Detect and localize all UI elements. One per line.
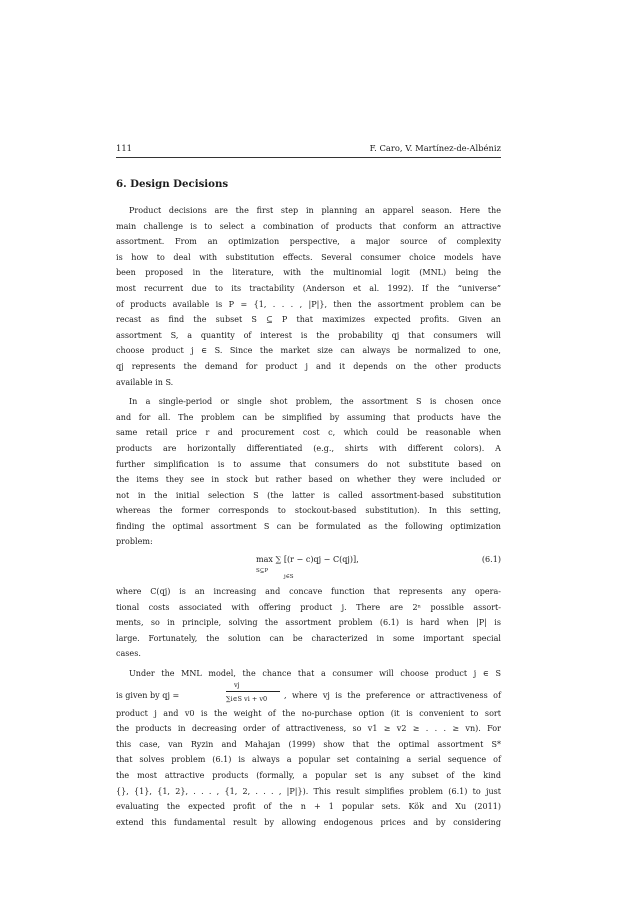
text-line: In a single-period or single shot problem, the assortment S is chosen once — [129, 397, 501, 407]
text-line: main challenge is to select a combination of products that conform an attractive — [116, 221, 501, 231]
page-number: 111 — [116, 143, 132, 153]
equation-body: ∑ [(r − c)qj − C(qj)], — [275, 555, 359, 565]
text-line: further simplification is to assume that consumers do not substitute based on — [116, 459, 501, 469]
text-line: available in S. — [116, 377, 174, 387]
text-line: where C(qj) is an increasing and concave function that represents any opera- — [116, 587, 501, 597]
fraction-right-text: , where vj is the preference or attractiveness of — [284, 690, 501, 700]
inline-fraction-line — [116, 682, 501, 706]
text-line: assortment S, a quantity of interest is the probability qj that consumers will — [116, 330, 501, 340]
paragraph-1 — [116, 203, 501, 390]
text-line: not in the initial selection S (the latter is called assortment-based substitution — [116, 490, 501, 500]
equation-sum-subscript: j∈S — [284, 574, 294, 581]
fraction-numerator: vj — [234, 680, 240, 689]
text-line: same retail price r and procurement cost c, which could be reasonable when — [116, 428, 501, 438]
text-line: recast as find the subset S ⊆ P that maximizes expected profits. Given an — [116, 315, 501, 325]
text-line: Under the MNL model, the chance that a consumer will choose product j ∈ S — [129, 669, 501, 679]
equation-6-1 — [116, 550, 501, 584]
text-line: this case, van Ryzin and Mahajan (1999) show that the optimal assortment S* — [116, 739, 501, 749]
text-line: tional costs associated with offering product j. There are 2ⁿ possible assort- — [116, 602, 501, 612]
paragraph-2 — [116, 394, 501, 550]
text-line: large. Fortunately, the solution can be characterized in some important special — [116, 633, 501, 643]
text-line: problem: — [116, 537, 153, 547]
text-line: products are horizontally differentiated (e.g., shirts with different colors). A — [116, 443, 501, 453]
text-line: the products in decreasing order of attractiveness, so v1 ≥ v2 ≥ . . . ≥ vn). For — [116, 724, 501, 734]
text-line: choose product j ∈ S. Since the market size can always be normalized to one, — [116, 346, 501, 356]
text-line: extend this fundamental result by allowing endogenous prices and by considering — [116, 817, 501, 827]
text-line: Product decisions are the first step in planning an apparel season. Here the — [129, 206, 501, 215]
text-line: and for all. The problem can be simplified by assuming that products have the — [116, 412, 501, 422]
fraction-denominator: ∑i∈S vi + v0 — [226, 694, 268, 703]
section-title: 6. Design Decisions — [116, 178, 229, 190]
text-line: product j and v0 is the weight of the no-purchase option (it is convenient to sort — [116, 708, 501, 718]
text-line: been proposed in the literature, with the multinomial logit (MNL) being the — [116, 268, 501, 278]
text-line: ments, so in principle, solving the assortment problem (6.1) is hard when |P| is — [116, 618, 501, 628]
page — [116, 0, 501, 903]
body-text — [116, 203, 501, 830]
text-line: qj represents the demand for product j and it depends on the other products — [116, 361, 501, 371]
equation-max: max — [256, 555, 273, 565]
paragraph-3 — [116, 584, 501, 662]
text-line: that solves problem (6.1) is always a popular set containing a serial sequence of — [116, 755, 501, 765]
equation-number: (6.1) — [481, 555, 501, 565]
text-line: cases. — [116, 649, 141, 659]
running-authors: F. Caro, V. Martínez-de-Albéniz — [369, 143, 501, 153]
text-line: of products available is P = {1, . . . , |P|}, then the assortment problem can be — [116, 299, 501, 309]
text-line: is how to deal with substitution effects. Several consumer choice models have — [116, 252, 501, 262]
equation-max-subscript: S⊆P — [256, 568, 269, 575]
text-line: the most attractive products (formally, a popular set is any subset of the kind — [116, 771, 501, 780]
text-line: whereas the former corresponds to stockout-based substitution). In this setting, — [116, 506, 501, 516]
fraction-left-text: is given by qj = — [116, 690, 180, 700]
text-line: the items they see in stock but rather based on whether they were included or — [116, 475, 501, 485]
paragraph-4 — [116, 666, 501, 830]
text-line: finding the optimal assortment S can be formulated as the following optimization — [116, 521, 501, 531]
text-line: {}, {1}, {1, 2}, . . . , {1, 2, . . . , |P|}). This result simplifies problem (6.1) to just — [116, 786, 501, 796]
text-line: most recurrent due to its tractability (Anderson et al. 1992). If the “universe” — [116, 283, 501, 293]
text-line: assortment. From an optimization perspective, a major source of complexity — [116, 237, 501, 247]
running-header — [116, 143, 501, 158]
text-line: evaluating the expected profit of the n + 1 popular sets. Kök and Xu (2011) — [116, 802, 501, 812]
